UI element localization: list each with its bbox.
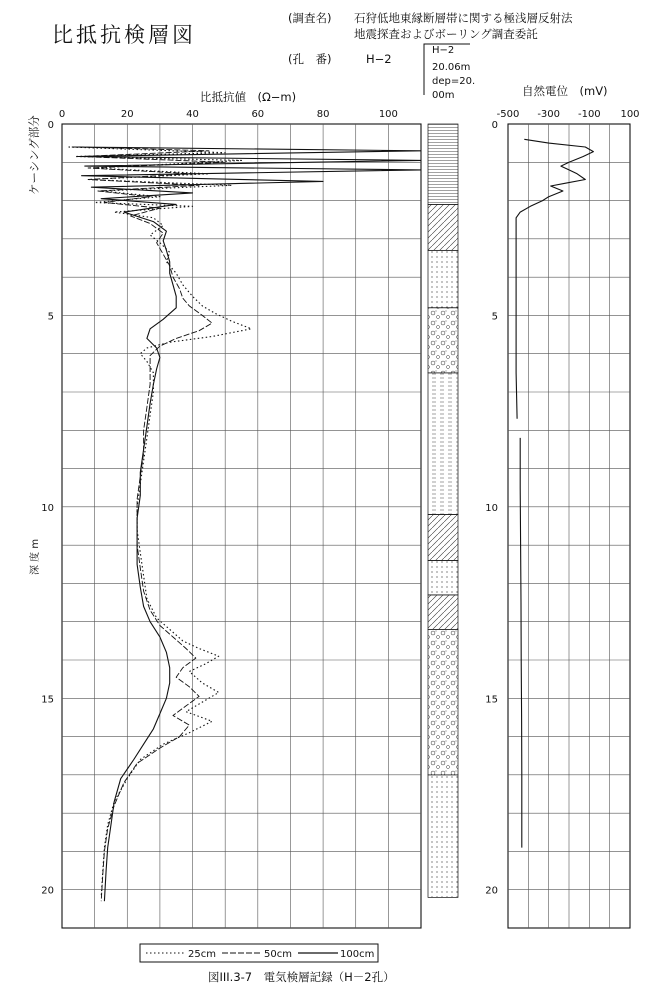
survey-line-2: 地震探査およびボーリング調査委託 [354, 27, 538, 41]
sp-series-1 [520, 438, 522, 848]
lithology-band [428, 124, 458, 204]
x-tick-label: -500 [496, 109, 520, 120]
sp-title: 自然電位 (mV) [522, 84, 608, 98]
legend-label-100cm: 100cm [340, 949, 375, 960]
lithology-column [428, 124, 458, 897]
resistivity-series [69, 147, 422, 901]
stamp-line-1: H−2 [432, 45, 455, 56]
survey-line-1: 石狩低地東縁断層帯に関する極浅層反射法 [354, 11, 573, 25]
lithology-band [428, 515, 458, 561]
x-tick-label: 80 [316, 109, 330, 120]
lithology-band [428, 204, 458, 250]
y-tick-label: 15 [41, 694, 54, 706]
x-tick-label: 100 [620, 109, 640, 120]
resistivity-frame [62, 124, 421, 928]
y-tick-label: 15 [485, 694, 498, 706]
sp-x-ticks [497, 109, 640, 120]
x-tick-label: -300 [537, 109, 561, 120]
casing-label: ケーシング部分 [27, 115, 41, 195]
lithology-band [428, 775, 458, 898]
y-tick-label: 5 [491, 311, 498, 323]
x-tick-label: 100 [378, 109, 398, 120]
x-tick-label: 20 [120, 109, 134, 120]
y-tick-label: 10 [485, 502, 498, 514]
x-tick-label: 0 [58, 109, 66, 120]
depth-label: 深 度 m [30, 538, 41, 575]
resistivity-x-ticks [59, 109, 398, 120]
sp-series [516, 139, 593, 847]
y-tick-label: 0 [491, 120, 498, 131]
sp-y-ticks [485, 120, 498, 897]
x-tick-label: 60 [251, 109, 265, 120]
y-tick-label: 5 [47, 311, 54, 323]
resistivity-chart [27, 90, 421, 928]
survey-label: (調査名) [288, 11, 332, 25]
lithology-band [428, 250, 458, 307]
x-tick-label: -100 [577, 109, 601, 120]
series-50cm [78, 147, 225, 901]
lithology-band [428, 560, 458, 594]
y-tick-label: 0 [47, 120, 54, 131]
resistivity-y-ticks [41, 120, 54, 897]
stamp-line-4: 00m [432, 90, 455, 101]
x-tick-label: 40 [186, 109, 199, 120]
hole-stamp [424, 44, 475, 101]
sp-series-0 [516, 139, 593, 419]
sp-chart [485, 84, 639, 928]
y-tick-label: 10 [41, 502, 54, 514]
lithology-band [428, 629, 458, 774]
figure-caption: 図III.3-7 電気検層記録（H－2孔） [208, 970, 395, 984]
lithology-band [428, 373, 458, 515]
y-tick-label: 20 [485, 885, 498, 897]
hole-id: H−2 [366, 52, 392, 66]
lithology-band [428, 308, 458, 373]
stamp-line-2: 20.06m [432, 62, 471, 73]
resistivity-title: 比抵抗値 (Ω−m) [200, 90, 297, 104]
resistivity-grid [62, 124, 421, 928]
series-100cm [72, 147, 421, 901]
sp-grid [508, 124, 630, 928]
legend-label-25cm: 25cm [188, 949, 216, 960]
hole-label: (孔 番) [288, 52, 332, 66]
page-title: 比抵抗検層図 [52, 23, 196, 47]
y-tick-label: 20 [41, 885, 54, 897]
legend [140, 944, 378, 962]
stamp-line-3: dep=20. [432, 76, 476, 87]
lithology-band [428, 595, 458, 629]
legend-label-50cm: 50cm [264, 949, 292, 960]
